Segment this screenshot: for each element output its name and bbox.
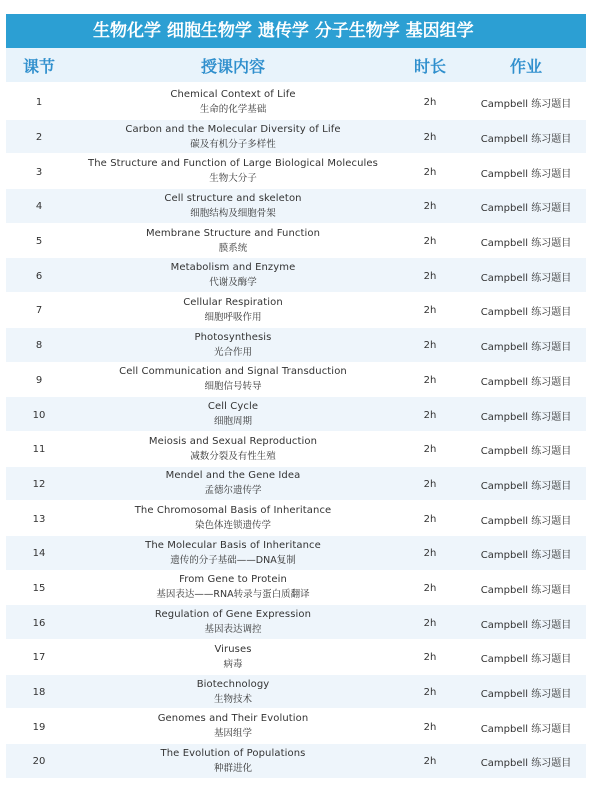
lesson-content [72,746,394,776]
table-row [6,535,586,570]
table-row [6,223,586,258]
lesson-title-en: The Evolution of Populations [160,747,306,759]
table-row [6,188,586,223]
lesson-title-cn: 代谢及酶学 [209,277,257,289]
table-row [6,708,586,743]
lesson-number: 6 [35,270,43,282]
lesson-title-cn: 基因组学 [213,728,252,740]
lesson-duration: 2h [423,132,437,144]
lesson-number: 15 [32,582,46,594]
lesson-homework: Campbell 练习题目 [480,238,572,250]
lesson-duration: 2h [423,652,437,664]
lesson-title-cn: 细胞结构及细胞骨架 [190,207,276,219]
lesson-homework: Campbell 练习题目 [480,723,572,735]
lesson-duration: 2h [423,478,437,490]
lesson-title-en: Genomes and Their Evolution [157,713,309,725]
lesson-number: 19 [32,721,46,733]
lesson-duration: 2h [423,548,437,560]
header-content: 授课内容 [200,56,265,76]
header-homework: 作业 [509,56,542,76]
table-row [6,153,586,188]
lesson-number: 7 [35,305,43,317]
lesson-title-en: Meiosis and Sexual Reproduction [148,435,318,447]
lesson-content [72,399,394,429]
lesson-title-en: The Molecular Basis of Inheritance [145,539,321,551]
lesson-homework: Campbell 练习题目 [480,342,572,354]
table-row [6,431,586,466]
lesson-title-en: The Chromosomal Basis of Inheritance [134,505,332,517]
lesson-duration: 2h [423,687,437,699]
lesson-duration: 2h [423,236,437,248]
lesson-number: 13 [32,513,46,525]
course-table-page [0,14,592,795]
lesson-number: 12 [32,478,46,490]
lesson-content [72,260,394,290]
table-row [6,362,586,397]
lesson-number: 18 [32,687,46,699]
lesson-number: 2 [35,132,43,144]
lesson-content [72,607,394,637]
lesson-title-en: From Gene to Protein [179,574,287,586]
header-duration: 时长 [413,56,446,76]
lesson-content [72,711,394,741]
lesson-title-cn: 减数分裂及有性生殖 [190,450,276,462]
lesson-content [72,642,394,672]
lesson-homework: Campbell 练习题目 [480,584,572,596]
lesson-title-cn: 细胞周期 [213,416,252,428]
lesson-duration: 2h [423,305,437,317]
lesson-title-en: Cell Cycle [207,401,259,413]
table-row [6,257,586,292]
lesson-homework: Campbell 练习题目 [480,168,572,180]
lesson-content [72,434,394,464]
lesson-title-cn: 碳及有机分子多样性 [190,138,276,150]
lesson-duration: 2h [423,582,437,594]
lesson-number: 14 [32,548,46,560]
lesson-title-en: Cell structure and skeleton [164,192,302,204]
lesson-homework: Campbell 练习题目 [480,654,572,666]
lesson-content [72,122,394,152]
lesson-content [72,468,394,498]
header-lesson-no: 课节 [22,56,55,76]
lesson-content [72,503,394,533]
lesson-number: 8 [35,340,43,352]
lesson-title-cn: 基因表达调控 [204,624,262,636]
lesson-title-en: The Structure and Function of Large Biological Molecules [88,158,378,170]
lesson-title-en: Mendel and the Gene Idea [165,470,301,482]
lesson-content [72,156,394,186]
table-row [6,570,586,605]
lesson-content [72,677,394,707]
lesson-title-en: Viruses [214,643,252,655]
table-title: 生物化学 细胞生物学 遗传学 分子生物学 基因组学 [6,14,586,48]
lesson-number: 3 [35,166,43,178]
lesson-duration: 2h [423,617,437,629]
lesson-homework: Campbell 练习题目 [480,99,572,111]
lesson-homework: Campbell 练习题目 [480,480,572,492]
lesson-homework: Campbell 练习题目 [480,550,572,562]
table-row [6,396,586,431]
lesson-duration: 2h [423,444,437,456]
lesson-duration: 2h [423,756,437,768]
lesson-duration: 2h [423,97,437,109]
lesson-title-cn: 遗传的分子基础——DNA复制 [170,554,296,566]
lesson-title-cn: 生命的化学基础 [199,103,267,115]
lesson-homework: Campbell 练习题目 [480,203,572,215]
table-row [6,639,586,674]
table-row [6,466,586,501]
lesson-content [72,364,394,394]
lesson-homework: Campbell 练习题目 [480,515,572,527]
lesson-title-en: Membrane Structure and Function [145,227,321,239]
lesson-title-cn: 染色体连锁遗传学 [194,520,271,532]
table-row [6,604,586,639]
lesson-homework: Campbell 练习题目 [480,411,572,423]
lesson-title-cn: 基因表达——RNA转录与蛋白质翻译 [156,589,310,601]
lesson-title-en: Cell Communication and Signal Transduction [119,366,347,378]
lesson-homework: Campbell 练习题目 [480,619,572,631]
lesson-title-cn: 病毒 [223,658,243,670]
lesson-content [72,87,394,117]
table-body [6,84,586,778]
lesson-homework: Campbell 练习题目 [480,689,572,701]
lesson-duration: 2h [423,340,437,352]
lesson-title-cn: 生物技术 [213,693,252,705]
lesson-title-cn: 细胞呼吸作用 [204,311,262,323]
lesson-content [72,191,394,221]
lesson-title-en: Regulation of Gene Expression [154,609,312,621]
lesson-title-cn: 光合作用 [213,346,252,358]
table-row [6,674,586,709]
lesson-homework: Campbell 练习题目 [480,272,572,284]
lesson-content [72,226,394,256]
lesson-duration: 2h [423,409,437,421]
lesson-title-en: Biotechnology [196,678,270,690]
lesson-number: 17 [32,652,46,664]
lesson-homework: Campbell 练习题目 [480,446,572,458]
lesson-duration: 2h [423,374,437,386]
lesson-number: 5 [35,236,43,248]
lesson-title-cn: 膜系统 [218,242,248,254]
table-row [6,84,586,119]
lesson-number: 1 [35,97,43,109]
lesson-number: 4 [35,201,43,213]
lesson-number: 11 [32,444,46,456]
table-row [6,327,586,362]
lesson-content [72,330,394,360]
table-row [6,500,586,535]
lesson-title-en: Photosynthesis [194,331,272,343]
lesson-title-cn: 孟德尔遗传学 [204,485,262,497]
lesson-title-cn: 细胞信号转导 [204,381,262,393]
lesson-duration: 2h [423,270,437,282]
lesson-title-en: Carbon and the Molecular Diversity of Life [125,123,341,135]
lesson-homework: Campbell 练习题目 [480,758,572,770]
lesson-number: 9 [35,374,43,386]
lesson-duration: 2h [423,721,437,733]
lesson-number: 16 [32,617,46,629]
table-row [6,743,586,778]
lesson-homework: Campbell 练习题目 [480,307,572,319]
lesson-duration: 2h [423,166,437,178]
lesson-title-en: Cellular Respiration [183,296,283,308]
lesson-title-cn: 生物大分子 [209,173,257,185]
lesson-content [72,538,394,568]
lesson-duration: 2h [423,201,437,213]
lesson-title-en: Metabolism and Enzyme [170,262,296,274]
lesson-content [72,572,394,602]
table-header [6,48,586,82]
lesson-title-cn: 种群进化 [213,762,252,774]
lesson-duration: 2h [423,513,437,525]
lesson-content [72,295,394,325]
lesson-number: 10 [32,409,46,421]
table-row [6,292,586,327]
lesson-homework: Campbell 练习题目 [480,134,572,146]
lesson-title-en: Chemical Context of Life [170,88,296,100]
table-row [6,119,586,154]
lesson-number: 20 [32,756,46,768]
lesson-homework: Campbell 练习题目 [480,376,572,388]
